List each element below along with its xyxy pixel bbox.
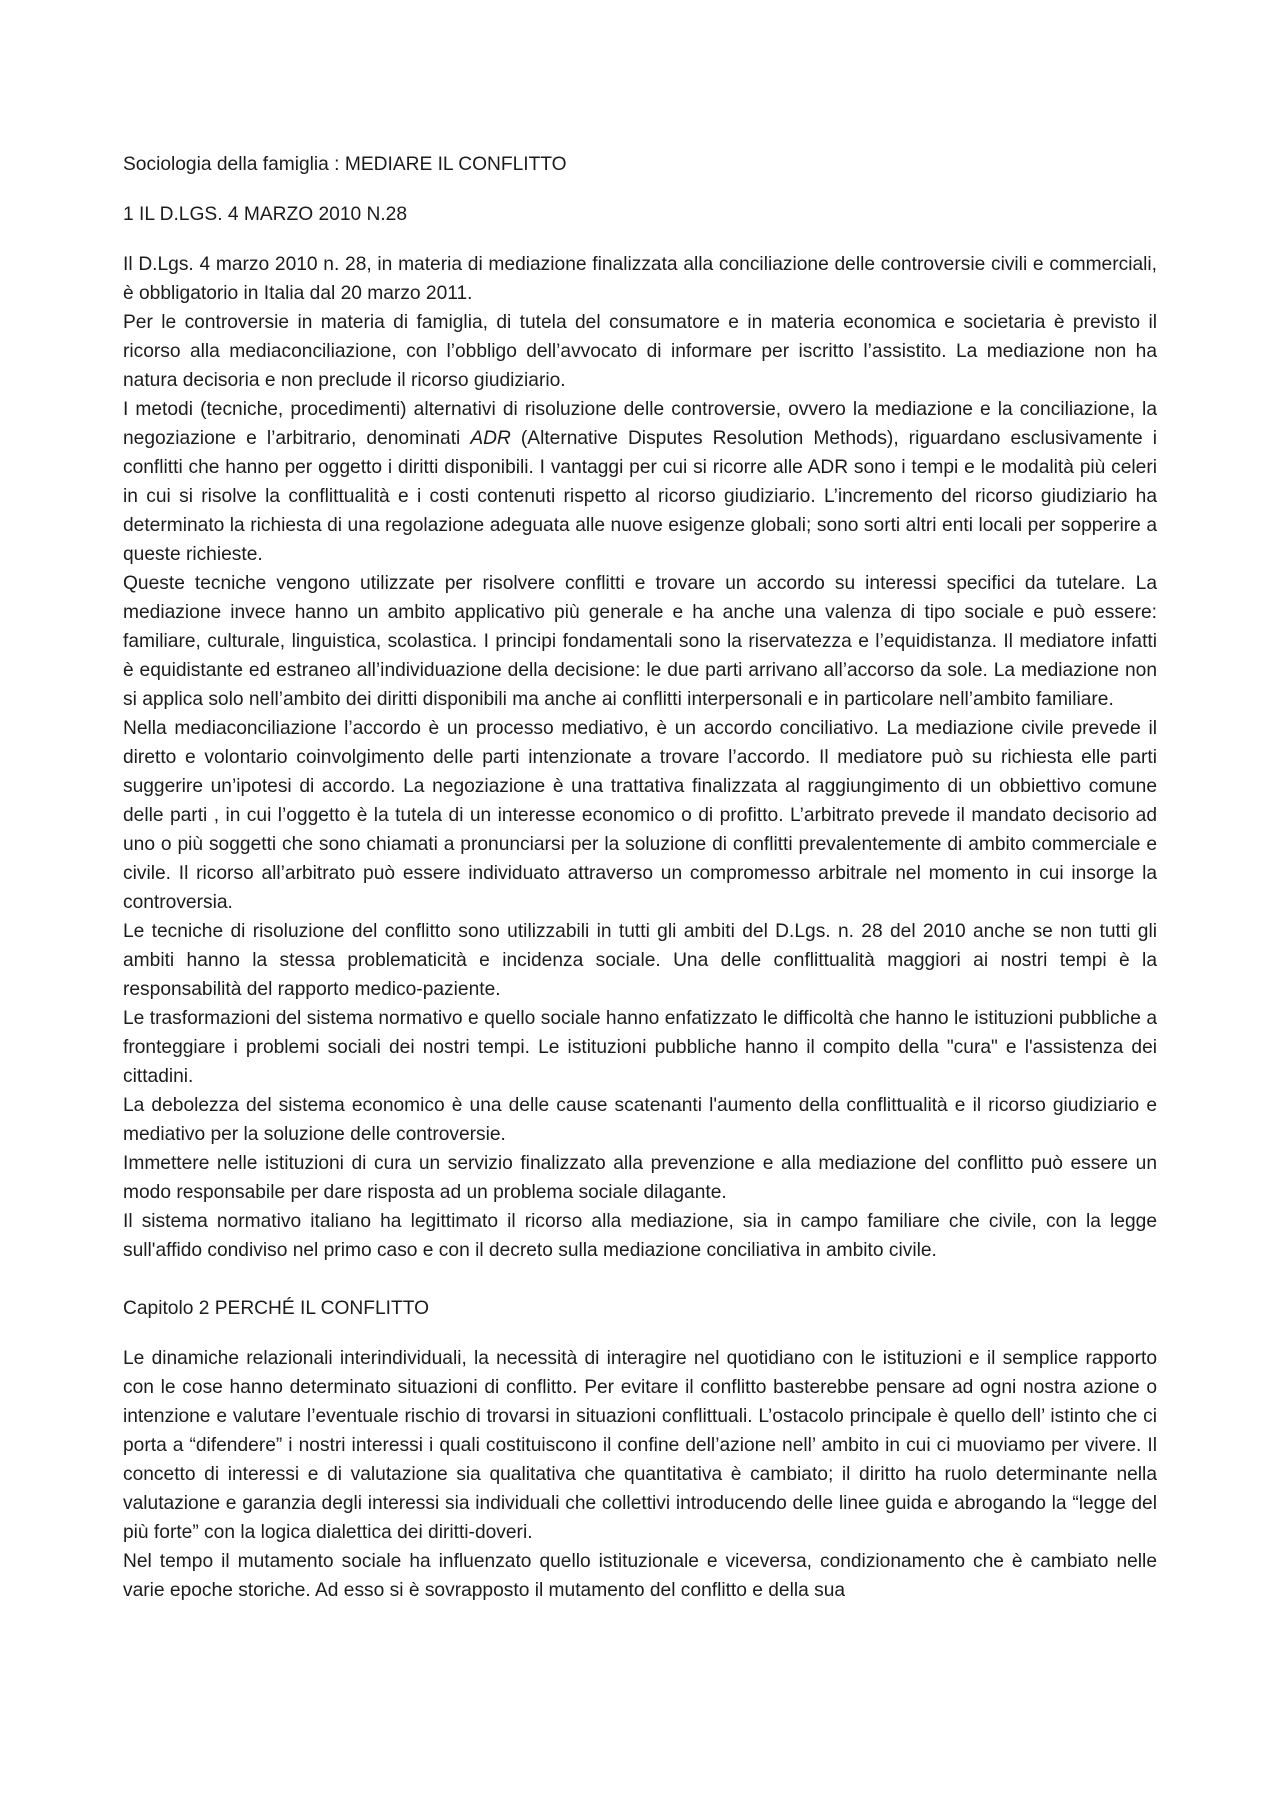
document-title: Sociologia della famiglia : MEDIARE IL CONFLITTO bbox=[123, 154, 567, 175]
paragraph: Le trasformazioni del sistema normativo e quello sociale hanno enfatizzato le difficoltà che hanno le istituzioni pubbliche a fronteggiare i problemi sociali dei nostri tempi. Le istituzioni pubbliche hanno il compito della "cura" e l'assistenza dei cittadini. bbox=[123, 1008, 1157, 1087]
paragraph: Per le controversie in materia di famiglia, di tutela del consumatore e in materia economica e societaria è previsto il ricorso alla mediaconciliazione, con l’obbligo dell’avvocato di informare per iscritto l’assistito. La mediazione non ha natura decisoria e non preclude il ricorso giudiziario. bbox=[123, 312, 1157, 391]
section-spacer bbox=[123, 1265, 1157, 1294]
paragraph: Le tecniche di risoluzione del conflitto sono utilizzabili in tutti gli ambiti del D.Lgs. n. 28 del 2010 anche se non tutti gli ambiti hanno la stessa problematicità e incidenza sociale. Una delle conflittualità maggiori ai nostri tempi è la responsabilità del rapporto medico-paziente. bbox=[123, 921, 1157, 1000]
section-2-heading: Capitolo 2 PERCHÉ IL CONFLITTO bbox=[123, 1298, 430, 1319]
paragraph: Nel tempo il mutamento sociale ha influenzato quello istituzionale e viceversa, condizionamento che è cambiato nelle varie epoche storiche. Ad esso si è sovrapposto il mutamento del conflitto e della sua bbox=[123, 1551, 1157, 1601]
paragraph bbox=[123, 395, 1157, 569]
paragraph: Immettere nelle istituzioni di cura un servizio finalizzato alla prevenzione e alla mediazione del conflitto può essere un modo responsabile per dare risposta ad un problema sociale dilagante. bbox=[123, 1153, 1157, 1203]
paragraph: Queste tecniche vengono utilizzate per risolvere conflitti e trovare un accordo su interessi specifici da tutelare. La mediazione invece hanno un ambito applicativo più generale e ha anche una valenza di tipo sociale e può essere: familiare, culturale, linguistica, scolastica. I principi fondamentali sono la riservatezza e l’equidistanza. Il mediatore infatti è equidistante ed estraneo all’individuazione della decisione: le due parti arrivano all’accorso da sole. La mediazione non si applica solo nell’ambito dei diritti disponibili ma anche ai conflitti interpersonali e in particolare nell’ambito familiare. bbox=[123, 573, 1157, 710]
paragraph: Il D.Lgs. 4 marzo 2010 n. 28, in materia di mediazione finalizzata alla conciliazione delle controversie civili e commerciali, è obbligatorio in Italia dal 20 marzo 2011. bbox=[123, 254, 1157, 304]
paragraph: La debolezza del sistema economico è una delle cause scatenanti l'aumento della conflittualità e il ricorso giudiziario e mediativo per la soluzione delle controversie. bbox=[123, 1095, 1157, 1145]
paragraph-text: (Alternative Disputes Resolution Methods), riguardano esclusivamente i conflitti che hanno per oggetto i diritti disponibili. I vantaggi per cui si ricorre alle ADR sono i tempi e le modalità più celeri in cui si risolve la conflittualità e i costi contenuti rispetto al ricorso giudiziario. L’incremento del ricorso giudiziario ha determinato la richiesta di una regolazione adeguata alle nuove esigenze globali; sono sorti altri enti locali per sopperire a queste richieste. bbox=[123, 428, 1157, 565]
paragraph-text: I metodi (tecniche, procedimenti) alternativi di risoluzione delle controversie, ovvero la mediazione e la conciliazione, la negoziazione e l’arbitrario, denominati bbox=[123, 399, 1157, 449]
paragraph: Le dinamiche relazionali interindividuali, la necessità di interagire nel quotidiano con le istituzioni e il semplice rapporto con le cose hanno determinato situazioni di conflitto. Per evitare il conflitto basterebbe pensare ad ogni nostra azione o intenzione e valutare l’eventuale rischio di trovarsi in situazioni conflittuali. L’ostacolo principale è quello dell’ istinto che ci porta a “difendere” i nostri interessi i quali costituiscono il confine dell’azione nell’ ambito in cui ci muoviamo per vivere. Il concetto di interessi e di valutazione sia qualitativa che quantitativa è cambiato; il diritto ha ruolo determinante nella valutazione e garanzia degli interessi sia individuali che collettivi introducendo delle linee guida e abrogando la “legge del più forte” con la logica dialettica dei diritti-doveri. bbox=[123, 1348, 1157, 1543]
paragraph: Il sistema normativo italiano ha legittimato il ricorso alla mediazione, sia in campo familiare che civile, con la legge sull'affido condiviso nel primo caso e con il decreto sulla mediazione conciliativa in ambito civile. bbox=[123, 1211, 1157, 1261]
section-1-heading: 1 IL D.LGS. 4 MARZO 2010 N.28 bbox=[123, 204, 408, 225]
document-page bbox=[123, 150, 1157, 1605]
paragraph-emphasis: ADR bbox=[470, 428, 511, 449]
paragraph: Nella mediaconciliazione l’accordo è un processo mediativo, è un accordo conciliativo. La mediazione civile prevede il diretto e volontario coinvolgimento delle parti intenzionate a trovare l’accordo. Il mediatore può su richiesta elle parti suggerire un’ipotesi di accordo. La negoziazione è una trattativa finalizzata al raggiungimento di un obbiettivo comune delle parti , in cui l’oggetto è la tutela di un interesse economico o di profitto. L’arbitrato prevede il mandato decisorio ad uno o più soggetti che sono chiamati a pronunciarsi per la soluzione di conflitti prevalentemente di ambito commerciale e civile. Il ricorso all’arbitrato può essere individuato attraverso un compromesso arbitrale nel momento in cui insorge la controversia. bbox=[123, 718, 1157, 913]
